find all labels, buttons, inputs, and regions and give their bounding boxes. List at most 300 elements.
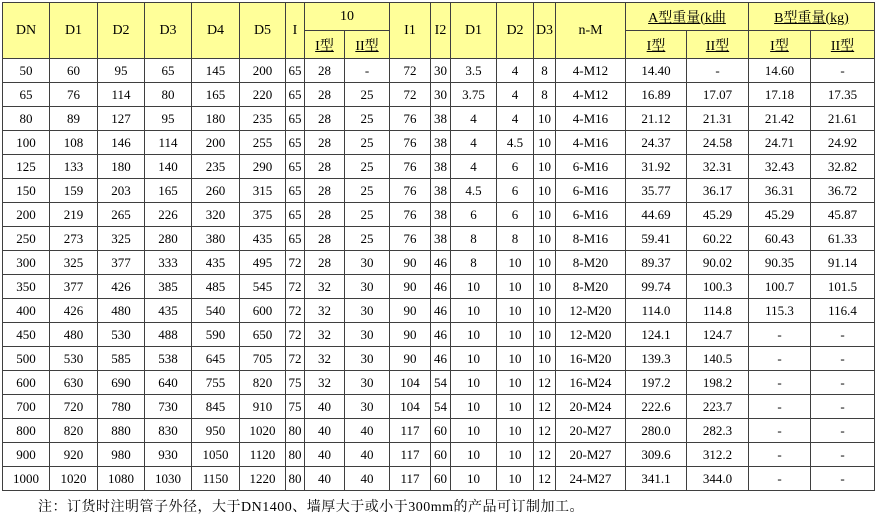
table-cell: 60.43: [749, 227, 811, 251]
table-cell: 290: [240, 155, 286, 179]
table-cell: 72: [390, 83, 431, 107]
table-cell: 101.5: [811, 275, 875, 299]
table-cell: 600: [3, 371, 50, 395]
table-cell: 12: [534, 443, 556, 467]
table-cell: 133: [50, 155, 98, 179]
table-row: [3, 83, 875, 107]
table-cell: 28: [305, 155, 345, 179]
table-cell: 495: [240, 251, 286, 275]
table-cell: 220: [240, 83, 286, 107]
table-cell: 10: [534, 131, 556, 155]
table-cell: 30: [345, 371, 390, 395]
table-cell: 273: [50, 227, 98, 251]
table-cell: 265: [98, 203, 145, 227]
table-row: [3, 107, 875, 131]
table-cell: 30: [431, 59, 451, 83]
table-cell: 200: [240, 59, 286, 83]
table-row: [3, 467, 875, 491]
table-cell: 21.12: [626, 107, 687, 131]
table-cell: 115.3: [749, 299, 811, 323]
table-cell: 38: [431, 179, 451, 203]
table-cell: 45.29: [687, 203, 749, 227]
table-cell: 80: [3, 107, 50, 131]
table-cell: 16-M20: [556, 347, 626, 371]
table-cell: 6: [497, 179, 534, 203]
table-cell: 488: [145, 323, 192, 347]
table-cell: 108: [50, 131, 98, 155]
table-cell: 10: [497, 299, 534, 323]
table-cell: 46: [431, 323, 451, 347]
table-cell: 76: [390, 179, 431, 203]
table-cell: 116.4: [811, 299, 875, 323]
table-cell: 320: [192, 203, 240, 227]
table-cell: 4-M16: [556, 107, 626, 131]
table-cell: 538: [145, 347, 192, 371]
table-cell: 222.6: [626, 395, 687, 419]
table-cell: 80: [286, 467, 305, 491]
col-header-dn: DN: [3, 3, 50, 59]
table-cell: 30: [345, 299, 390, 323]
table-cell: 800: [3, 419, 50, 443]
table-cell: 60: [431, 443, 451, 467]
table-cell: 30: [345, 395, 390, 419]
table-cell: -: [749, 419, 811, 443]
col-header-nm: n-M: [556, 3, 626, 59]
table-cell: 10: [451, 443, 497, 467]
table-cell: 10: [497, 347, 534, 371]
table-cell: 114.0: [626, 299, 687, 323]
table-cell: 8: [534, 83, 556, 107]
table-cell: 10: [534, 275, 556, 299]
table-cell: 920: [50, 443, 98, 467]
table-cell: 32: [305, 347, 345, 371]
table-cell: 480: [98, 299, 145, 323]
col-header-d1b: D1: [451, 3, 497, 59]
table-cell: 312.2: [687, 443, 749, 467]
table-cell: 100.7: [749, 275, 811, 299]
table-cell: 65: [286, 131, 305, 155]
table-cell: 375: [240, 203, 286, 227]
table-cell: 4-M16: [556, 131, 626, 155]
table-cell: 99.74: [626, 275, 687, 299]
table-cell: 545: [240, 275, 286, 299]
table-row: [3, 251, 875, 275]
table-row: [3, 203, 875, 227]
table-cell: 114.8: [687, 299, 749, 323]
table-cell: 140.5: [687, 347, 749, 371]
table-cell: 344.0: [687, 467, 749, 491]
table-cell: 127: [98, 107, 145, 131]
table-cell: 100: [3, 131, 50, 155]
table-cell: 80: [145, 83, 192, 107]
table-cell: 80: [286, 443, 305, 467]
table-cell: -: [811, 347, 875, 371]
table-cell: 10: [534, 227, 556, 251]
table-cell: 400: [3, 299, 50, 323]
table-cell: 124.1: [626, 323, 687, 347]
table-cell: 12: [534, 419, 556, 443]
table-cell: 145: [192, 59, 240, 83]
table-cell: 280.0: [626, 419, 687, 443]
table-cell: 900: [3, 443, 50, 467]
table-cell: 32.43: [749, 155, 811, 179]
table-cell: 91.14: [811, 251, 875, 275]
table-cell: 10: [534, 203, 556, 227]
table-cell: -: [811, 59, 875, 83]
table-cell: 61.33: [811, 227, 875, 251]
table-cell: 10: [534, 299, 556, 323]
table-cell: 4: [451, 131, 497, 155]
table-cell: 65: [286, 203, 305, 227]
table-cell: 28: [305, 131, 345, 155]
table-cell: 12: [534, 371, 556, 395]
table-cell: 32: [305, 323, 345, 347]
table-cell: 65: [286, 59, 305, 83]
table-cell: 20-M27: [556, 443, 626, 467]
table-cell: 435: [145, 299, 192, 323]
table-cell: 40: [305, 395, 345, 419]
table-cell: 65: [286, 155, 305, 179]
table-cell: 6-M16: [556, 203, 626, 227]
table-cell: 4.5: [497, 131, 534, 155]
table-cell: 30: [345, 323, 390, 347]
table-cell: 385: [145, 275, 192, 299]
table-row: [3, 299, 875, 323]
table-cell: 40: [345, 419, 390, 443]
table-cell: 65: [145, 59, 192, 83]
table-cell: 150: [3, 179, 50, 203]
table-cell: 10: [497, 419, 534, 443]
table-cell: 60.22: [687, 227, 749, 251]
col-header-d3: D3: [145, 3, 192, 59]
table-cell: 3.75: [451, 83, 497, 107]
table-cell: 333: [145, 251, 192, 275]
table-cell: 198.2: [687, 371, 749, 395]
table-cell: 590: [192, 323, 240, 347]
table-cell: 16-M24: [556, 371, 626, 395]
table-cell: 89: [50, 107, 98, 131]
spec-table: [2, 2, 875, 491]
col-header-i2: I2: [431, 3, 451, 59]
table-cell: 80: [286, 419, 305, 443]
table-cell: 10: [451, 323, 497, 347]
table-cell: 76: [390, 227, 431, 251]
table-cell: 32.31: [687, 155, 749, 179]
col-header-d4: D4: [192, 3, 240, 59]
table-cell: 1080: [98, 467, 145, 491]
table-cell: 24.37: [626, 131, 687, 155]
table-cell: 880: [98, 419, 145, 443]
table-cell: 1120: [240, 443, 286, 467]
table-row: [3, 227, 875, 251]
table-cell: 76: [390, 155, 431, 179]
table-cell: 76: [50, 83, 98, 107]
table-cell: 4.5: [451, 179, 497, 203]
table-cell: 950: [192, 419, 240, 443]
table-cell: 90: [390, 323, 431, 347]
table-cell: 28: [305, 83, 345, 107]
table-cell: 36.72: [811, 179, 875, 203]
table-cell: 910: [240, 395, 286, 419]
table-cell: 730: [145, 395, 192, 419]
table-cell: 44.69: [626, 203, 687, 227]
table-cell: 12-M20: [556, 299, 626, 323]
table-cell: 820: [240, 371, 286, 395]
table-cell: 14.60: [749, 59, 811, 83]
table-cell: 21.61: [811, 107, 875, 131]
table-cell: 4: [451, 107, 497, 131]
table-cell: 75: [286, 395, 305, 419]
table-cell: 65: [286, 179, 305, 203]
table-cell: 8-M20: [556, 275, 626, 299]
table-cell: 104: [390, 371, 431, 395]
table-cell: 600: [240, 299, 286, 323]
table-cell: 65: [3, 83, 50, 107]
table-cell: 90: [390, 347, 431, 371]
table-cell: 28: [305, 203, 345, 227]
table-cell: 24-M27: [556, 467, 626, 491]
table-cell: 159: [50, 179, 98, 203]
table-cell: 90: [390, 275, 431, 299]
table-cell: 46: [431, 299, 451, 323]
table-cell: 480: [50, 323, 98, 347]
table-cell: 30: [345, 251, 390, 275]
table-cell: 8: [451, 251, 497, 275]
table-cell: 75: [286, 371, 305, 395]
table-cell: 114: [145, 131, 192, 155]
table-cell: 435: [240, 227, 286, 251]
table-cell: 235: [192, 155, 240, 179]
table-cell: 20-M27: [556, 419, 626, 443]
table-body: [3, 59, 875, 491]
table-cell: 380: [192, 227, 240, 251]
table-cell: -: [811, 371, 875, 395]
table-cell: 95: [98, 59, 145, 83]
table-cell: 226: [145, 203, 192, 227]
col-header-d2b: D2: [497, 3, 534, 59]
table-cell: 54: [431, 371, 451, 395]
table-cell: 700: [3, 395, 50, 419]
table-cell: -: [811, 467, 875, 491]
table-cell: 114: [98, 83, 145, 107]
table-cell: 72: [286, 347, 305, 371]
table-cell: 10: [497, 323, 534, 347]
col-header-d3b: D3: [534, 3, 556, 59]
table-cell: 350: [3, 275, 50, 299]
table-cell: 72: [286, 323, 305, 347]
table-cell: 10: [534, 347, 556, 371]
table-cell: 4-M12: [556, 83, 626, 107]
table-cell: -: [749, 467, 811, 491]
table-cell: 450: [3, 323, 50, 347]
table-cell: 60: [431, 419, 451, 443]
table-cell: 89.37: [626, 251, 687, 275]
table-cell: 14.40: [626, 59, 687, 83]
table-cell: 36.31: [749, 179, 811, 203]
table-cell: 72: [286, 251, 305, 275]
table-cell: 140: [145, 155, 192, 179]
table-cell: 341.1: [626, 467, 687, 491]
table-cell: 6: [497, 203, 534, 227]
table-row: [3, 155, 875, 179]
table-cell: 21.31: [687, 107, 749, 131]
table-row: [3, 419, 875, 443]
table-cell: 10: [534, 323, 556, 347]
table-cell: 180: [192, 107, 240, 131]
table-cell: 10: [451, 275, 497, 299]
table-cell: 45.87: [811, 203, 875, 227]
table-cell: 24.92: [811, 131, 875, 155]
table-cell: 76: [390, 203, 431, 227]
table-cell: 282.3: [687, 419, 749, 443]
table-cell: 3.5: [451, 59, 497, 83]
table-cell: 117: [390, 419, 431, 443]
table-cell: 72: [286, 275, 305, 299]
table-cell: 650: [240, 323, 286, 347]
table-cell: 100.3: [687, 275, 749, 299]
col-header-i1: I1: [390, 3, 431, 59]
table-cell: 28: [305, 227, 345, 251]
table-cell: 117: [390, 443, 431, 467]
table-cell: 10: [497, 395, 534, 419]
table-cell: 38: [431, 203, 451, 227]
table-cell: 20-M24: [556, 395, 626, 419]
table-cell: 72: [286, 299, 305, 323]
table-cell: 6-M16: [556, 179, 626, 203]
table-cell: 124.7: [687, 323, 749, 347]
table-cell: 35.77: [626, 179, 687, 203]
col-header-a-type2: II型: [687, 31, 749, 59]
table-cell: 435: [192, 251, 240, 275]
table-cell: 10: [497, 443, 534, 467]
table-cell: 40: [345, 467, 390, 491]
table-cell: 10: [534, 251, 556, 275]
table-cell: 377: [98, 251, 145, 275]
table-cell: 17.18: [749, 83, 811, 107]
table-cell: 40: [305, 443, 345, 467]
table-cell: 630: [50, 371, 98, 395]
table-cell: 10: [451, 419, 497, 443]
table-cell: 6: [497, 155, 534, 179]
table-cell: 165: [192, 83, 240, 107]
table-cell: 28: [305, 59, 345, 83]
table-cell: 930: [145, 443, 192, 467]
table-cell: 32: [305, 275, 345, 299]
table-cell: 8-M16: [556, 227, 626, 251]
table-cell: 640: [145, 371, 192, 395]
table-cell: 260: [192, 179, 240, 203]
table-cell: 325: [98, 227, 145, 251]
col-header-d5: D5: [240, 3, 286, 59]
table-row: [3, 347, 875, 371]
table-cell: -: [811, 419, 875, 443]
table-cell: 17.35: [811, 83, 875, 107]
table-cell: -: [811, 395, 875, 419]
table-cell: 165: [145, 179, 192, 203]
table-cell: 315: [240, 179, 286, 203]
table-cell: 219: [50, 203, 98, 227]
table-cell: 25: [345, 155, 390, 179]
col-header-d1: D1: [50, 3, 98, 59]
table-cell: 980: [98, 443, 145, 467]
table-cell: -: [749, 347, 811, 371]
table-cell: 10: [534, 155, 556, 179]
col-header-a-type1: I型: [626, 31, 687, 59]
table-cell: 46: [431, 275, 451, 299]
table-cell: 45.29: [749, 203, 811, 227]
table-cell: 32: [305, 371, 345, 395]
table-cell: 1220: [240, 467, 286, 491]
table-row: [3, 179, 875, 203]
table-header: [3, 3, 875, 59]
table-cell: 117: [390, 467, 431, 491]
table-cell: 1150: [192, 467, 240, 491]
table-cell: 780: [98, 395, 145, 419]
table-cell: 377: [50, 275, 98, 299]
table-row: [3, 371, 875, 395]
table-cell: 60: [50, 59, 98, 83]
table-cell: 38: [431, 107, 451, 131]
table-cell: 24.71: [749, 131, 811, 155]
table-cell: 10: [451, 467, 497, 491]
table-cell: 30: [431, 83, 451, 107]
table-cell: 28: [305, 107, 345, 131]
table-cell: 309.6: [626, 443, 687, 467]
table-cell: 40: [305, 419, 345, 443]
table-row: [3, 395, 875, 419]
table-cell: 4: [451, 155, 497, 179]
table-cell: 223.7: [687, 395, 749, 419]
table-cell: 4: [497, 83, 534, 107]
col-group-10: 10: [305, 3, 390, 31]
table-cell: 4-M12: [556, 59, 626, 83]
table-cell: 10: [497, 275, 534, 299]
table-cell: 10: [451, 347, 497, 371]
table-cell: 10: [534, 179, 556, 203]
table-cell: 25: [345, 227, 390, 251]
table-cell: 6-M16: [556, 155, 626, 179]
table-cell: 46: [431, 251, 451, 275]
table-cell: 530: [98, 323, 145, 347]
table-cell: -: [687, 59, 749, 83]
table-cell: 90.02: [687, 251, 749, 275]
table-cell: 690: [98, 371, 145, 395]
table-cell: 585: [98, 347, 145, 371]
table-cell: 10: [497, 371, 534, 395]
table-cell: 1020: [240, 419, 286, 443]
table-cell: 146: [98, 131, 145, 155]
table-cell: -: [811, 323, 875, 347]
table-row: [3, 323, 875, 347]
table-cell: 705: [240, 347, 286, 371]
table-cell: 10: [497, 251, 534, 275]
table-cell: 10: [451, 299, 497, 323]
table-cell: 50: [3, 59, 50, 83]
table-cell: 95: [145, 107, 192, 131]
table-cell: 1030: [145, 467, 192, 491]
col-header-d2: D2: [98, 3, 145, 59]
table-cell: 830: [145, 419, 192, 443]
table-cell: 4: [497, 107, 534, 131]
table-cell: 72: [390, 59, 431, 83]
table-cell: 31.92: [626, 155, 687, 179]
table-cell: 38: [431, 131, 451, 155]
table-cell: -: [811, 443, 875, 467]
table-cell: 200: [3, 203, 50, 227]
table-row: [3, 275, 875, 299]
col-header-10-type1: I型: [305, 31, 345, 59]
table-cell: 90: [390, 299, 431, 323]
